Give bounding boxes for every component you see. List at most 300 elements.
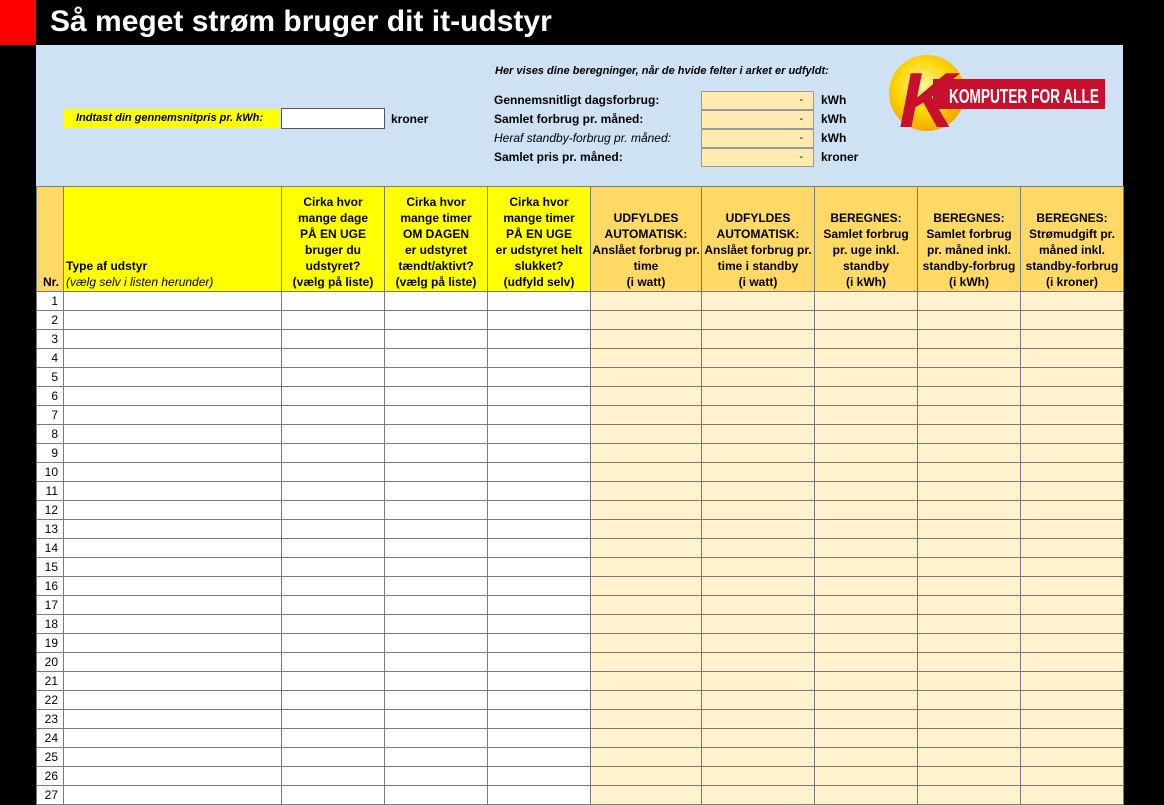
komputer-for-alle-logo (889, 51, 1111, 144)
kwh-month-cell (918, 482, 1021, 501)
kwh-month-cell (918, 748, 1021, 767)
watt-cell (591, 729, 702, 748)
standby-watt-cell (702, 349, 815, 368)
equipment-type-cell[interactable] (64, 672, 282, 691)
summary-unit-daily: kWh (821, 93, 847, 107)
kwh-month-cell (918, 425, 1021, 444)
cost-month-cell (1021, 691, 1124, 710)
table-row (37, 577, 1124, 596)
kwh-week-cell (815, 729, 918, 748)
watt-cell (591, 767, 702, 786)
table-row (37, 786, 1124, 805)
table-row (37, 311, 1124, 330)
days-per-week-cell[interactable] (282, 653, 385, 672)
hours-off-cell[interactable] (488, 311, 591, 330)
hours-per-day-cell[interactable] (385, 311, 488, 330)
header-line: Anslået forbrug pr. (704, 243, 812, 257)
days-per-week-cell[interactable] (282, 539, 385, 558)
row-number: 14 (37, 539, 64, 558)
summary-heading: Her vises dine beregninger, når de hvide felter i arket er udfyldt: (495, 65, 829, 77)
kwh-week-cell (815, 501, 918, 520)
hours-per-day-cell[interactable] (385, 444, 488, 463)
row-number: 21 (37, 672, 64, 691)
kwh-week-cell (815, 634, 918, 653)
hours-off-cell[interactable] (488, 767, 591, 786)
kwh-week-cell (815, 653, 918, 672)
kwh-week-cell (815, 292, 918, 311)
watt-cell (591, 615, 702, 634)
standby-watt-cell (702, 748, 815, 767)
kwh-month-cell (918, 349, 1021, 368)
cost-month-cell (1021, 710, 1124, 729)
days-per-week-cell[interactable] (282, 729, 385, 748)
watt-cell (591, 501, 702, 520)
standby-watt-cell (702, 463, 815, 482)
standby-watt-cell (702, 653, 815, 672)
equipment-type-cell[interactable] (64, 482, 282, 501)
kwh-week-cell (815, 596, 918, 615)
watt-cell (591, 596, 702, 615)
header-line: Anslået forbrug pr. (592, 243, 700, 257)
standby-watt-cell (702, 729, 815, 748)
hours-off-cell[interactable] (488, 406, 591, 425)
days-per-week-cell[interactable] (282, 710, 385, 729)
kwh-week-cell (815, 425, 918, 444)
hours-off-cell[interactable] (488, 501, 591, 520)
hours-per-day-cell[interactable] (385, 463, 488, 482)
standby-watt-cell (702, 710, 815, 729)
hours-per-day-cell[interactable] (385, 786, 488, 805)
hours-off-cell[interactable] (488, 387, 591, 406)
price-unit-label: kroner (391, 112, 429, 126)
header-line: (vælg på liste) (292, 275, 374, 289)
equipment-type-cell[interactable] (64, 425, 282, 444)
table-row (37, 729, 1124, 748)
standby-watt-cell (702, 767, 815, 786)
hours-off-cell[interactable] (488, 520, 591, 539)
header-line: Strømudgift pr. (1029, 227, 1115, 241)
kwh-month-cell (918, 330, 1021, 349)
table-row (37, 349, 1124, 368)
hours-per-day-cell[interactable] (385, 653, 488, 672)
header-line: er udstyret helt (495, 243, 583, 257)
table-body (37, 292, 1124, 805)
hours-per-day-cell[interactable] (385, 596, 488, 615)
hours-per-day-cell[interactable] (385, 558, 488, 577)
days-per-week-cell[interactable] (282, 558, 385, 577)
days-per-week-cell[interactable] (282, 425, 385, 444)
watt-cell (591, 653, 702, 672)
standby-watt-cell (702, 368, 815, 387)
kwh-week-cell (815, 444, 918, 463)
row-number: 22 (37, 691, 64, 710)
table-row (37, 330, 1124, 349)
row-number: 19 (37, 634, 64, 653)
hours-per-day-cell[interactable] (385, 691, 488, 710)
table-row (37, 444, 1124, 463)
cost-month-cell (1021, 444, 1124, 463)
kwh-month-cell (918, 786, 1021, 805)
hours-per-day-cell[interactable] (385, 349, 488, 368)
kwh-week-cell (815, 406, 918, 425)
row-number: 2 (37, 311, 64, 330)
row-number: 12 (37, 501, 64, 520)
row-number: 8 (37, 425, 64, 444)
equipment-type-cell[interactable] (64, 634, 282, 653)
days-per-week-cell[interactable] (282, 482, 385, 501)
header-line: (i watt) (626, 275, 666, 289)
standby-watt-cell (702, 520, 815, 539)
hours-per-day-cell[interactable] (385, 767, 488, 786)
kwh-week-cell (815, 577, 918, 596)
days-per-week-cell[interactable] (282, 444, 385, 463)
kwh-week-cell (815, 786, 918, 805)
equipment-type-cell[interactable] (64, 368, 282, 387)
equipment-type-cell[interactable] (64, 596, 282, 615)
header-type (64, 187, 282, 292)
hours-per-day-cell[interactable] (385, 482, 488, 501)
hours-off-cell[interactable] (488, 691, 591, 710)
days-per-week-cell[interactable] (282, 387, 385, 406)
table-row (37, 520, 1124, 539)
hours-off-cell[interactable] (488, 634, 591, 653)
hours-off-cell[interactable] (488, 463, 591, 482)
kwh-month-cell (918, 444, 1021, 463)
red-accent-block (0, 0, 36, 45)
header-line: mange dage (297, 211, 369, 225)
kwh-month-cell (918, 539, 1021, 558)
equipment-type-cell[interactable] (64, 558, 282, 577)
kwh-week-cell (815, 330, 918, 349)
header-line: UDFYLDES (613, 211, 679, 225)
header-line: mange timer (503, 211, 575, 225)
days-per-week-cell[interactable] (282, 368, 385, 387)
table-row (37, 672, 1124, 691)
table-row (37, 368, 1124, 387)
header-line: PÅ EN UGE (299, 227, 366, 241)
price-input-label: Indtast din gennemsnitpris pr. kWh: (64, 109, 280, 128)
equipment-type-cell[interactable] (64, 387, 282, 406)
hours-per-day-cell[interactable] (385, 368, 488, 387)
equipment-type-cell[interactable] (64, 501, 282, 520)
hours-off-cell[interactable] (488, 615, 591, 634)
kwh-month-cell (918, 520, 1021, 539)
row-number: 26 (37, 767, 64, 786)
header-line: Cirka hvor (303, 195, 363, 209)
kwh-week-cell (815, 558, 918, 577)
summary-value-standby: - (701, 129, 814, 148)
kwh-month-cell (918, 596, 1021, 615)
hours-off-cell[interactable] (488, 444, 591, 463)
days-per-week-cell[interactable] (282, 463, 385, 482)
kwh-week-cell (815, 349, 918, 368)
cost-month-cell (1021, 311, 1124, 330)
row-number: 4 (37, 349, 64, 368)
watt-cell (591, 425, 702, 444)
summary-label-price: Samlet pris pr. måned: (494, 150, 623, 164)
hours-off-cell[interactable] (488, 596, 591, 615)
table-row (37, 653, 1124, 672)
days-per-week-cell[interactable] (282, 691, 385, 710)
hours-per-day-cell[interactable] (385, 634, 488, 653)
watt-cell (591, 539, 702, 558)
watt-cell (591, 520, 702, 539)
header-line: Samlet forbrug (823, 227, 909, 241)
row-number: 7 (37, 406, 64, 425)
summary-label-daily: Gennemsnitligt dagsforbrug: (494, 93, 660, 107)
hours-per-day-cell[interactable] (385, 501, 488, 520)
days-per-week-cell[interactable] (282, 786, 385, 805)
equipment-type-cell[interactable] (64, 691, 282, 710)
cost-month-cell (1021, 577, 1124, 596)
hours-per-day-cell[interactable] (385, 292, 488, 311)
summary-unit-standby: kWh (821, 131, 847, 145)
equipment-table (36, 186, 1124, 805)
title-bar (0, 0, 1164, 45)
hours-off-cell[interactable] (488, 482, 591, 501)
header-line: mange timer (400, 211, 472, 225)
standby-watt-cell (702, 425, 815, 444)
cost-month-cell (1021, 767, 1124, 786)
row-number: 17 (37, 596, 64, 615)
calculation-panel (36, 45, 1123, 186)
row-number: 10 (37, 463, 64, 482)
kwh-month-cell (918, 501, 1021, 520)
header-hours-per-day (385, 187, 488, 292)
equipment-type-cell[interactable] (64, 444, 282, 463)
days-per-week-cell[interactable] (282, 349, 385, 368)
days-per-week-cell[interactable] (282, 767, 385, 786)
days-per-week-cell[interactable] (282, 330, 385, 349)
equipment-type-cell[interactable] (64, 729, 282, 748)
watt-cell (591, 387, 702, 406)
hours-off-cell[interactable] (488, 558, 591, 577)
hours-per-day-cell[interactable] (385, 406, 488, 425)
equipment-type-cell[interactable] (64, 539, 282, 558)
equipment-type-cell[interactable] (64, 311, 282, 330)
watt-cell (591, 368, 702, 387)
header-line: Cirka hvor (406, 195, 466, 209)
table-row (37, 691, 1124, 710)
watt-cell (591, 577, 702, 596)
equipment-type-cell[interactable] (64, 330, 282, 349)
days-per-week-cell[interactable] (282, 672, 385, 691)
hours-per-day-cell[interactable] (385, 672, 488, 691)
kwh-week-cell (815, 311, 918, 330)
row-number: 20 (37, 653, 64, 672)
days-per-week-cell[interactable] (282, 596, 385, 615)
table-row (37, 482, 1124, 501)
hours-off-cell[interactable] (488, 425, 591, 444)
header-line: time i standby (717, 259, 799, 273)
watt-cell (591, 444, 702, 463)
header-kwh-month (918, 187, 1021, 292)
standby-watt-cell (702, 615, 815, 634)
header-line: AUTOMATISK: (604, 227, 688, 241)
standby-watt-cell (702, 292, 815, 311)
watt-cell (591, 482, 702, 501)
summary-unit-price: kroner (821, 150, 859, 164)
hours-off-cell[interactable] (488, 672, 591, 691)
cost-month-cell (1021, 748, 1124, 767)
hours-off-cell[interactable] (488, 292, 591, 311)
kwh-week-cell (815, 539, 918, 558)
kwh-week-cell (815, 767, 918, 786)
watt-cell (591, 634, 702, 653)
header-line: (udfyld selv) (503, 275, 575, 289)
days-per-week-cell[interactable] (282, 501, 385, 520)
table-row (37, 558, 1124, 577)
watt-cell (591, 463, 702, 482)
table-row (37, 748, 1124, 767)
cost-month-cell (1021, 425, 1124, 444)
header-line: BEREGNES: (1036, 211, 1108, 225)
standby-watt-cell (702, 577, 815, 596)
days-per-week-cell[interactable] (282, 311, 385, 330)
hours-off-cell[interactable] (488, 330, 591, 349)
row-number: 5 (37, 368, 64, 387)
watt-cell (591, 710, 702, 729)
table-row (37, 615, 1124, 634)
header-line: tændt/aktivt? (398, 259, 474, 273)
table-row (37, 596, 1124, 615)
header-line: slukket? (514, 259, 564, 273)
header-line: UDFYLDES (725, 211, 791, 225)
header-line: Samlet forbrug (926, 227, 1012, 241)
header-subtext: (vælg selv i listen herunder) (66, 275, 214, 289)
hours-off-cell[interactable] (488, 710, 591, 729)
kwh-month-cell (918, 368, 1021, 387)
hours-off-cell[interactable] (488, 729, 591, 748)
hours-per-day-cell[interactable] (385, 729, 488, 748)
standby-watt-cell (702, 501, 815, 520)
equipment-type-cell[interactable] (64, 786, 282, 805)
kwh-month-cell (918, 653, 1021, 672)
header-line: (i watt) (738, 275, 778, 289)
equipment-type-cell[interactable] (64, 349, 282, 368)
logo-text: KOMPUTER FOR ALLE (949, 86, 1099, 108)
row-number: 9 (37, 444, 64, 463)
standby-watt-cell (702, 558, 815, 577)
days-per-week-cell[interactable] (282, 406, 385, 425)
table-row (37, 767, 1124, 786)
equipment-type-cell[interactable] (64, 767, 282, 786)
hours-off-cell[interactable] (488, 786, 591, 805)
equipment-type-cell[interactable] (64, 406, 282, 425)
header-line: BEREGNES: (830, 211, 902, 225)
hours-per-day-cell[interactable] (385, 577, 488, 596)
hours-per-day-cell[interactable] (385, 387, 488, 406)
equipment-type-cell[interactable] (64, 748, 282, 767)
cost-month-cell (1021, 387, 1124, 406)
kwh-month-cell (918, 311, 1021, 330)
header-line: er udstyret (404, 243, 468, 257)
days-per-week-cell[interactable] (282, 292, 385, 311)
watt-cell (591, 558, 702, 577)
equipment-type-cell[interactable] (64, 710, 282, 729)
days-per-week-cell[interactable] (282, 615, 385, 634)
table-row (37, 425, 1124, 444)
price-per-kwh-input[interactable] (281, 108, 385, 129)
hours-per-day-cell[interactable] (385, 615, 488, 634)
cost-month-cell (1021, 596, 1124, 615)
hours-per-day-cell[interactable] (385, 425, 488, 444)
header-line: OM DAGEN (403, 227, 469, 241)
table-row (37, 634, 1124, 653)
cost-month-cell (1021, 368, 1124, 387)
watt-cell (591, 330, 702, 349)
table-row (37, 539, 1124, 558)
cost-month-cell (1021, 482, 1124, 501)
days-per-week-cell[interactable] (282, 634, 385, 653)
equipment-type-cell[interactable] (64, 653, 282, 672)
kwh-month-cell (918, 710, 1021, 729)
equipment-type-cell[interactable] (64, 463, 282, 482)
row-number: 15 (37, 558, 64, 577)
equipment-type-cell[interactable] (64, 520, 282, 539)
kwh-week-cell (815, 691, 918, 710)
equipment-type-cell[interactable] (64, 292, 282, 311)
kwh-month-cell (918, 767, 1021, 786)
cost-month-cell (1021, 539, 1124, 558)
days-per-week-cell[interactable] (282, 577, 385, 596)
standby-watt-cell (702, 539, 815, 558)
cost-month-cell (1021, 558, 1124, 577)
equipment-type-cell[interactable] (64, 615, 282, 634)
kwh-month-cell (918, 615, 1021, 634)
watt-cell (591, 406, 702, 425)
hours-per-day-cell[interactable] (385, 748, 488, 767)
header-line: standby (842, 259, 889, 273)
header-days-per-week (282, 187, 385, 292)
hours-off-cell[interactable] (488, 577, 591, 596)
header-line: time (633, 259, 659, 273)
header-line: PÅ EN UGE (505, 227, 572, 241)
kwh-week-cell (815, 463, 918, 482)
hours-off-cell[interactable] (488, 368, 591, 387)
header-line: standby-forbrug (922, 259, 1016, 273)
header-line: udstyret? (305, 259, 361, 273)
hours-off-cell[interactable] (488, 653, 591, 672)
watt-cell (591, 349, 702, 368)
header-line: AUTOMATISK: (716, 227, 800, 241)
header-line: (i kWh) (949, 275, 989, 289)
watt-cell (591, 292, 702, 311)
row-number: 3 (37, 330, 64, 349)
hours-per-day-cell[interactable] (385, 520, 488, 539)
hours-per-day-cell[interactable] (385, 330, 488, 349)
hours-per-day-cell[interactable] (385, 710, 488, 729)
header-line: bruger du (305, 243, 361, 257)
kwh-month-cell (918, 387, 1021, 406)
page-title: Så meget strøm bruger dit it-udstyr (50, 5, 552, 38)
summary-value-daily: - (701, 91, 814, 110)
hours-off-cell[interactable] (488, 748, 591, 767)
hours-off-cell[interactable] (488, 349, 591, 368)
row-number: 25 (37, 748, 64, 767)
hours-off-cell[interactable] (488, 539, 591, 558)
hours-per-day-cell[interactable] (385, 539, 488, 558)
days-per-week-cell[interactable] (282, 520, 385, 539)
cost-month-cell (1021, 292, 1124, 311)
days-per-week-cell[interactable] (282, 748, 385, 767)
equipment-type-cell[interactable] (64, 577, 282, 596)
header-watt (591, 187, 702, 292)
row-number: 1 (37, 292, 64, 311)
header-line: (i kroner) (1045, 275, 1098, 289)
header-line: måned inkl. (1038, 243, 1106, 257)
standby-watt-cell (702, 634, 815, 653)
